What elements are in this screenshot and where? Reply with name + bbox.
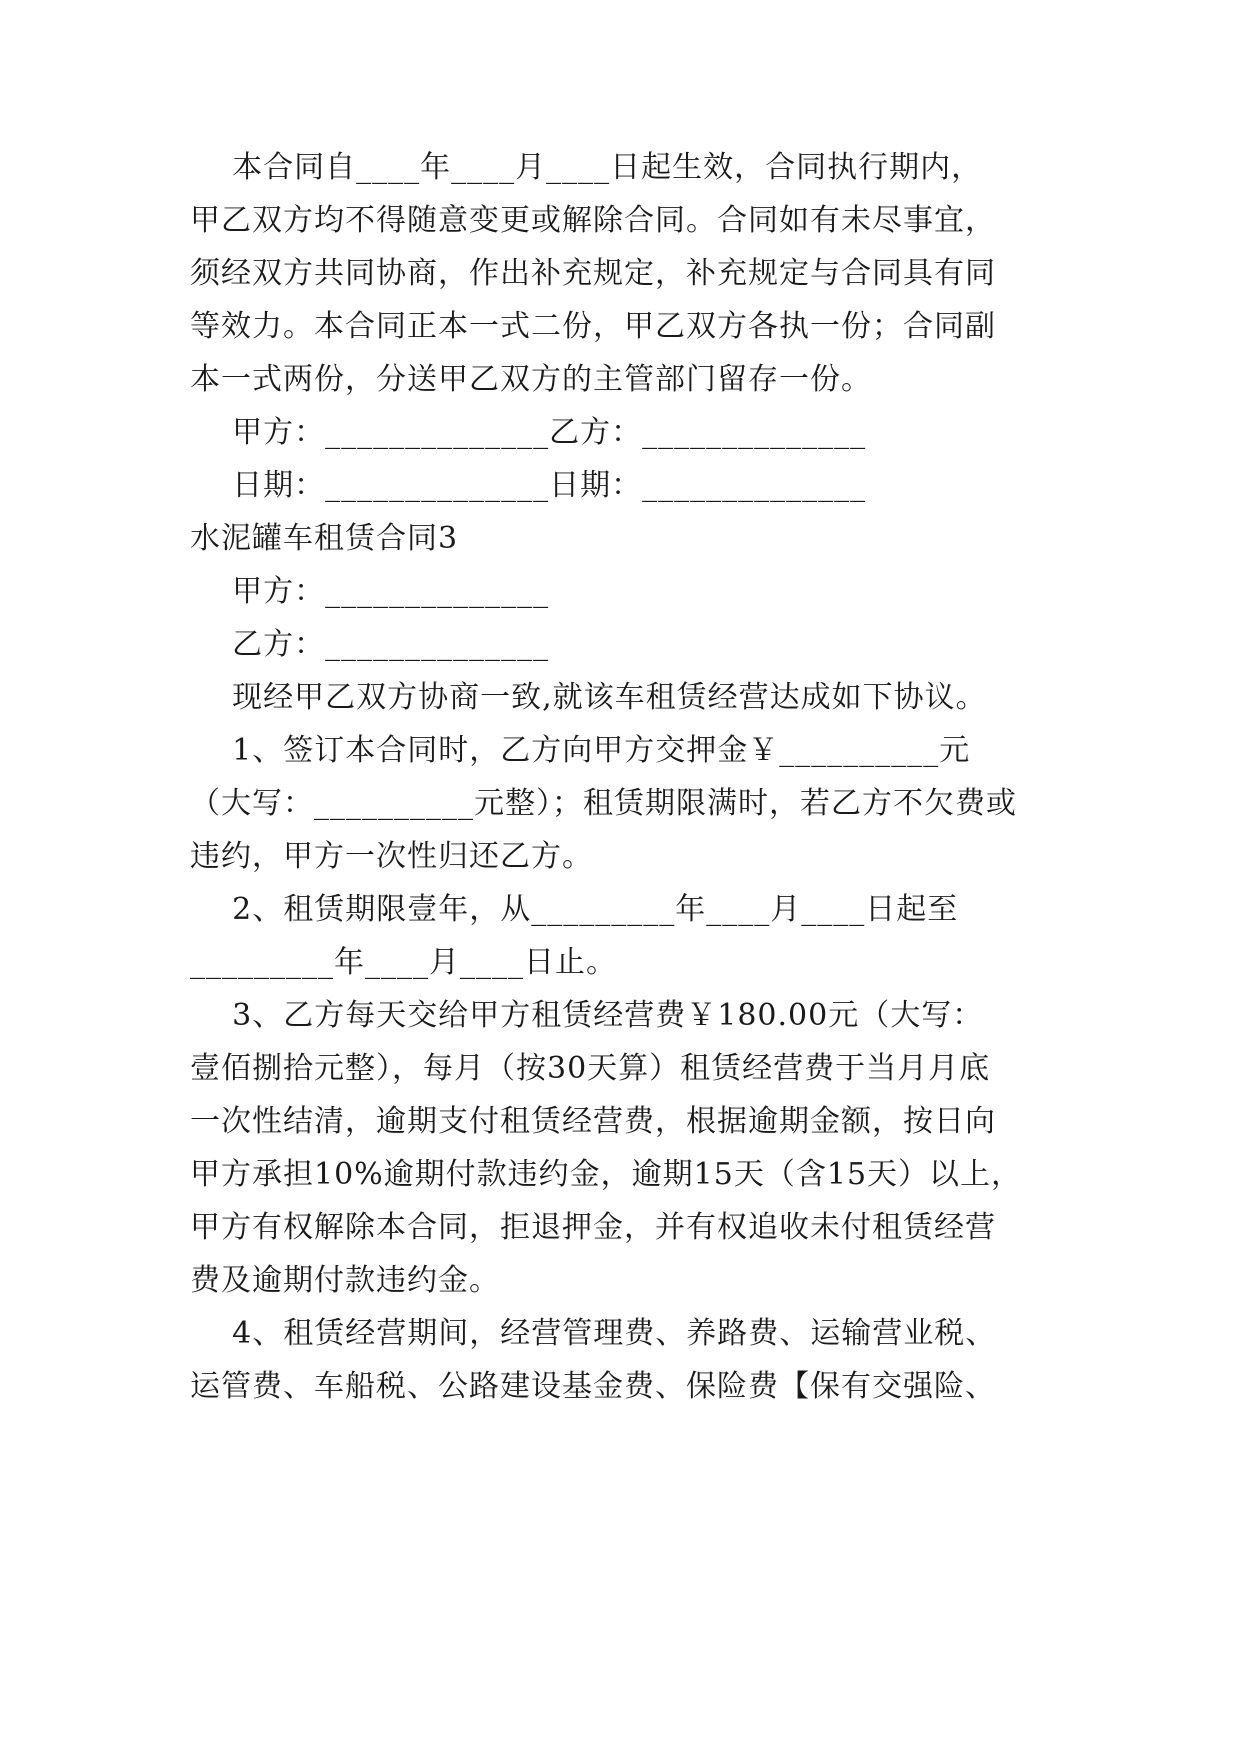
- text-line: 现经甲乙双方协商一致,就该车租赁经营达成如下协议。: [190, 680, 987, 715]
- party-a-line: 甲方：______________: [190, 574, 550, 609]
- text-line: 本合同自____年____月____日起生效，合同执行期内，: [190, 150, 983, 185]
- clause-3-line: 壹佰捌拾元整），每月（按30天算）租赁经营费于当月月底: [190, 1051, 991, 1086]
- clause-3-line: 甲方有权解除本合同，拒退押金，并有权追收未付租赁经营: [190, 1210, 996, 1245]
- clause-3-line: 甲方承担10%逾期付款违约金，逾期15天（含15天）以上，: [190, 1157, 1023, 1192]
- party-b-line: 乙方：______________: [190, 627, 550, 662]
- clause-3-line: 一次性结清，逾期支付租赁经营费，根据逾期金额，按日向: [190, 1104, 996, 1139]
- signature-line-dates: 日期：______________日期：______________: [190, 468, 867, 503]
- clause-4-line: 4、租赁经营期间，经营管理费、养路费、运输营业税、: [190, 1316, 997, 1351]
- clause-1-line: （大写：__________元整）；租赁期限满时，若乙方不欠费或: [190, 786, 1017, 821]
- clause-3-line: 费及逾期付款违约金。: [190, 1263, 500, 1298]
- section-title: 水泥罐车租赁合同3: [190, 521, 459, 556]
- text-line: 须经双方共同协商，作出补充规定，补充规定与合同具有同: [190, 256, 996, 291]
- clause-2-line: 2、租赁期限壹年，从_________年____月____日起至: [190, 892, 959, 927]
- text-line: 等效力。本合同正本一式二份，甲乙双方各执一份；合同副: [190, 309, 996, 344]
- clause-2-line: _________年____月____日止。: [190, 945, 617, 980]
- clause-1-line: 1、签订本合同时，乙方向甲方交押金￥__________元: [190, 733, 971, 768]
- clause-3-line: 3、乙方每天交给甲方租赁经营费￥180.00元（大写：: [190, 998, 984, 1033]
- clause-4-line: 运管费、车船税、公路建设基金费、保险费【保有交强险、: [190, 1369, 996, 1404]
- text-line: 本一式两份，分送甲乙双方的主管部门留存一份。: [190, 362, 872, 397]
- clause-1-line: 违约，甲方一次性归还乙方。: [190, 839, 593, 874]
- text-line: 甲乙双方均不得随意变更或解除合同。合同如有未尽事宜，: [190, 203, 996, 238]
- signature-line-parties: 甲方：______________乙方：______________: [190, 415, 867, 450]
